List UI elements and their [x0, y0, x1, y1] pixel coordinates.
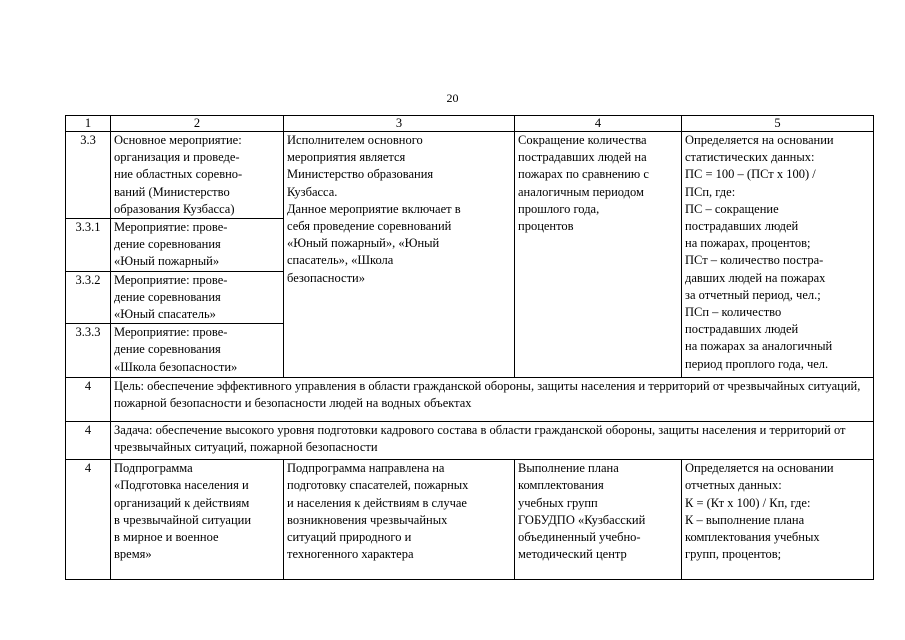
program-table: [65, 115, 874, 580]
row-number: 3.3: [66, 132, 111, 219]
table-header-row: [66, 116, 874, 132]
page-number: 20: [446, 91, 459, 105]
row-number: 4: [66, 378, 111, 422]
row-number: 4: [66, 460, 111, 580]
executor-cell: Исполнителем основного мероприятия является Министерство образования Кузбасса. Данное мероприятие включает в себя проведение соревнований «Юный пожарный», «Юный спасатель», «Школа безопасности»: [284, 132, 515, 378]
table-row-3-3: [66, 132, 874, 219]
header-cell-4: 4: [515, 116, 682, 132]
row-number: 3.3.2: [66, 271, 111, 324]
row-number: 3.3.1: [66, 219, 111, 272]
subprogram-indicator-cell: Выполнение плана комплектования учебных групп ГОБУДПО «Кузбасский объединенный учебно- методический центр: [515, 460, 682, 580]
indicator-cell: Сокращение количества пострадавших людей на пожарах по сравнению с аналогичным периодом прошлого года, процентов: [515, 132, 682, 378]
header-cell-5: 5: [682, 116, 874, 132]
activity-cell: Основное мероприятие: организация и проведе- ние областных соревно- ваний (Министерство образования Кузбасса): [111, 132, 284, 219]
activity-cell: Мероприятие: прове- дение соревнования «Школа безопасности»: [111, 324, 284, 378]
header-cell-3: 3: [284, 116, 515, 132]
table-row-goal: [66, 378, 874, 422]
subprogram-cell: Подпрограмма «Подготовка населения и организаций к действиям в чрезвычайной ситуации в мирное и военное время»: [111, 460, 284, 580]
subprogram-description-cell: Подпрограмма направлена на подготовку спасателей, пожарных и населения к действиям в случае возникновения чрезвычайных ситуаций природного и техногенного характера: [284, 460, 515, 580]
header-cell-2: 2: [111, 116, 284, 132]
activity-cell: Мероприятие: прове- дение соревнования «Юный спасатель»: [111, 271, 284, 324]
row-number: 4: [66, 422, 111, 460]
row-number: 3.3.3: [66, 324, 111, 378]
table-row-task: [66, 422, 874, 460]
activity-cell: Мероприятие: прове- дение соревнования «Юный пожарный»: [111, 219, 284, 272]
method-cell: Определяется на основании статистических данных: ПС = 100 – (ПСт х 100) / ПСп, где: ПС – сокращение пострадавших людей на пожарах, процентов; ПСт – количество постра- давших людей на пожарах за отчетный период, чел.; ПСп – количество пострадавших людей на пожарах за аналогичный период проплого года, чел.: [682, 132, 874, 378]
task-text: Задача: обеспечение высокого уровня подготовки кадрового состава в области гражданской обороны, защиты населения и территорий от чрезвычайных ситуаций, пожарной безопасности: [111, 422, 874, 460]
table-row-subprogram: [66, 460, 874, 580]
goal-text: Цель: обеспечение эффективного управления в области гражданской обороны, защиты населения и территорий от чрезвычайных ситуаций, пожарной безопасности и безопасности людей на водных объектах: [111, 378, 874, 422]
header-cell-1: 1: [66, 116, 111, 132]
subprogram-method-cell: Определяется на основании отчетных данных: К = (Кт х 100) / Кп, где: К – выполнение плана комплектования учебных групп, процентов;: [682, 460, 874, 580]
